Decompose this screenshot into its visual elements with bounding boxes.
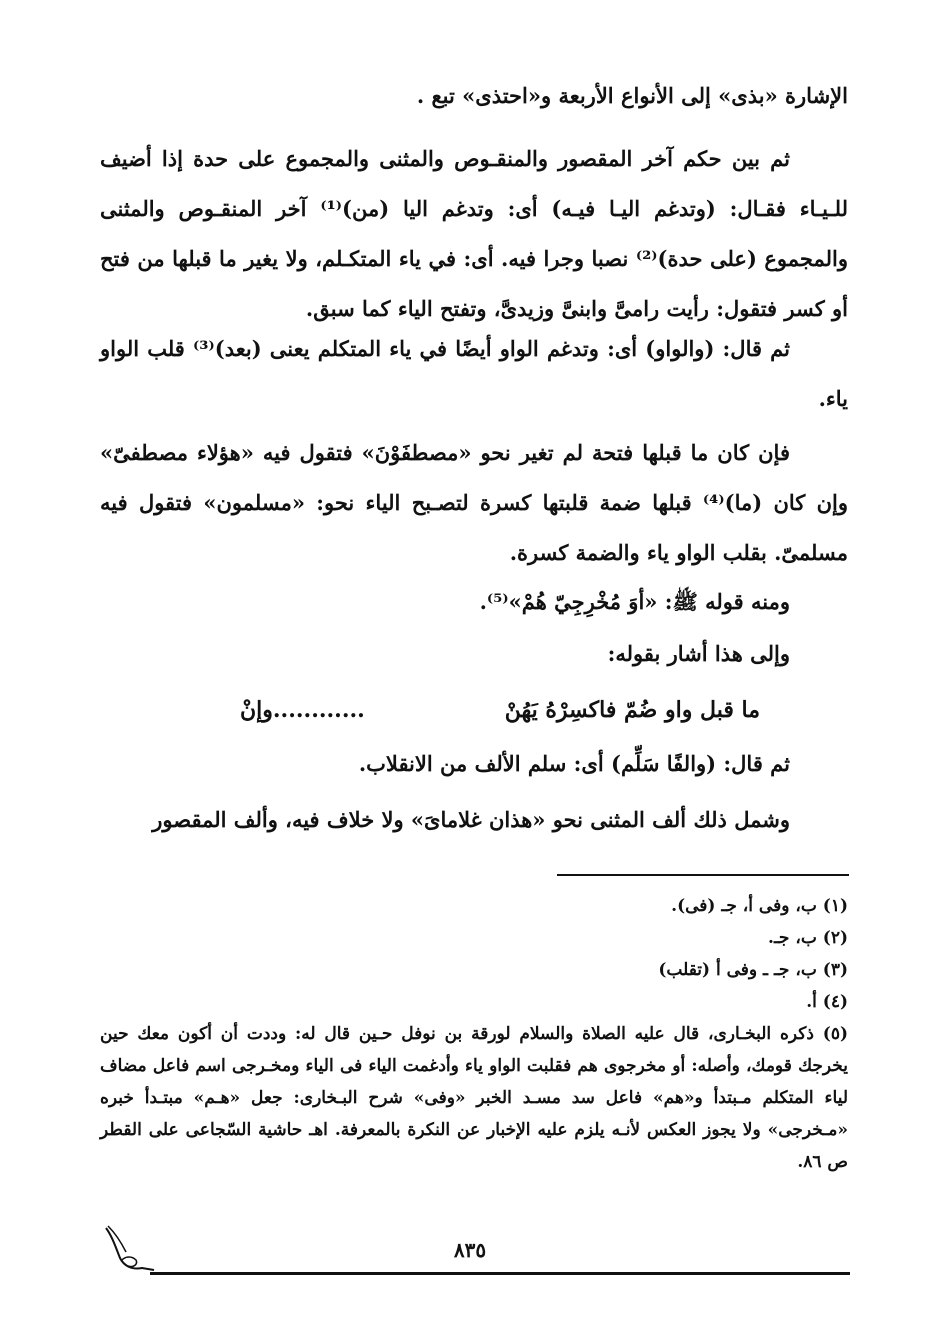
footnote-separator — [557, 874, 849, 876]
hand-ornament-icon — [98, 1218, 158, 1278]
paragraph-2: ثم بين حكم آخر المقصور والمنقـوص والمثنى والمجموع على حدة إذا أضيف للـيـاء فقـال: (وتدغم اليـا فيـه) أى: وتدغم اليا (من)⁽¹⁾ آخر المنقـوص والمثنى والمجموع (على حدة)⁽²⁾ نصبا وجرا فيه. أى: في ياء المتكـلم، ولا يغير ما قبلها من فتح أو كسر فتقول: رأيت رامىَّ وابنىَّ وزيدىَّ، وتفتح الياء كما سبق. — [100, 146, 848, 321]
text-line-7: ثم قال: (والفًا سَلِّم) أى: سلم الألف من الانقلاب. — [358, 751, 790, 776]
paragraph-3: ثم قال: (والواو) أى: وتدغم الواو أيضًا في ياء المتكلم يعنى (بعد)⁽³⁾ قلب الواو ياء. — [100, 336, 848, 411]
text-line-6: وإلى هذا أشار بقوله: — [607, 641, 790, 666]
footnotes — [100, 890, 848, 1178]
verse-second-hemistich: ............وإنْ — [240, 697, 365, 723]
footnote-2: (٢) ب، جـ. — [768, 928, 848, 948]
footnote-1: (١) ب، وفى أ، جـ (فى). — [671, 896, 848, 916]
verse-first-hemistich: ما قبل واو ضُمّ فاكسِرْهُ يَهُنْ — [504, 697, 760, 723]
paragraph-4: فإن كان ما قبلها فتحة لم تغير نحو «مصطفَوْنَ» فتقول فيه «هؤلاء مصطفىّ» وإن كان (ما)⁽⁴⁾ قبلها ضمة قلبتها كسرة لتصـبح الياء نحو: «مسلمون» فتقول فيه مسلمىّ. بقلب الواو ياء والضمة كسرة. — [100, 440, 848, 565]
text-line-5: ومنه قوله ﷺ: «أوَ مُخْرِجِيّ هُمْ»⁽⁵⁾. — [479, 589, 790, 614]
footnote-3: (٣) ب، جـ ـ وفى أ (تقلب) — [658, 960, 848, 980]
page-bottom-rule — [150, 1272, 850, 1275]
footnote-5: (٥) ذكره البخـارى، قال عليه الصلاة والسلام لورقة بن نوفل حـين قال له: وددت أن أكون معك حين يخرجك قومك، وأصله: أو مخرجوى هم فقلبت الواو ياء وأدغمت الياء فى الياء ومخـرجى اسم فاعل مضاف لياء المتكلم مـبتدأ و«هم» فاعل سد مسـد الخبر «وفى» شرح البـخارى: جعل «هـم» مبتـدأ خبره «مـخرجى» ولا يجوز العكس لأنـه يلزم عليه الإخبار عن النكرة بالمعرفة. اهـ حاشية السّجاعى على القطر ص ٨٦. — [100, 1024, 848, 1172]
page-number: ٨٣٥ — [453, 1238, 487, 1262]
text-line-8: وشمل ذلك ألف المثنى نحو «هذان غلاماىَ» ولا خلاف فيه، وألف المقصور — [152, 807, 790, 832]
text-line-1: الإشارة «بذى» إلى الأنواع الأربعة و«احتذى» تبع . — [416, 83, 848, 108]
poetry-verse — [200, 690, 760, 730]
footnote-4: (٤) أ. — [806, 992, 848, 1012]
